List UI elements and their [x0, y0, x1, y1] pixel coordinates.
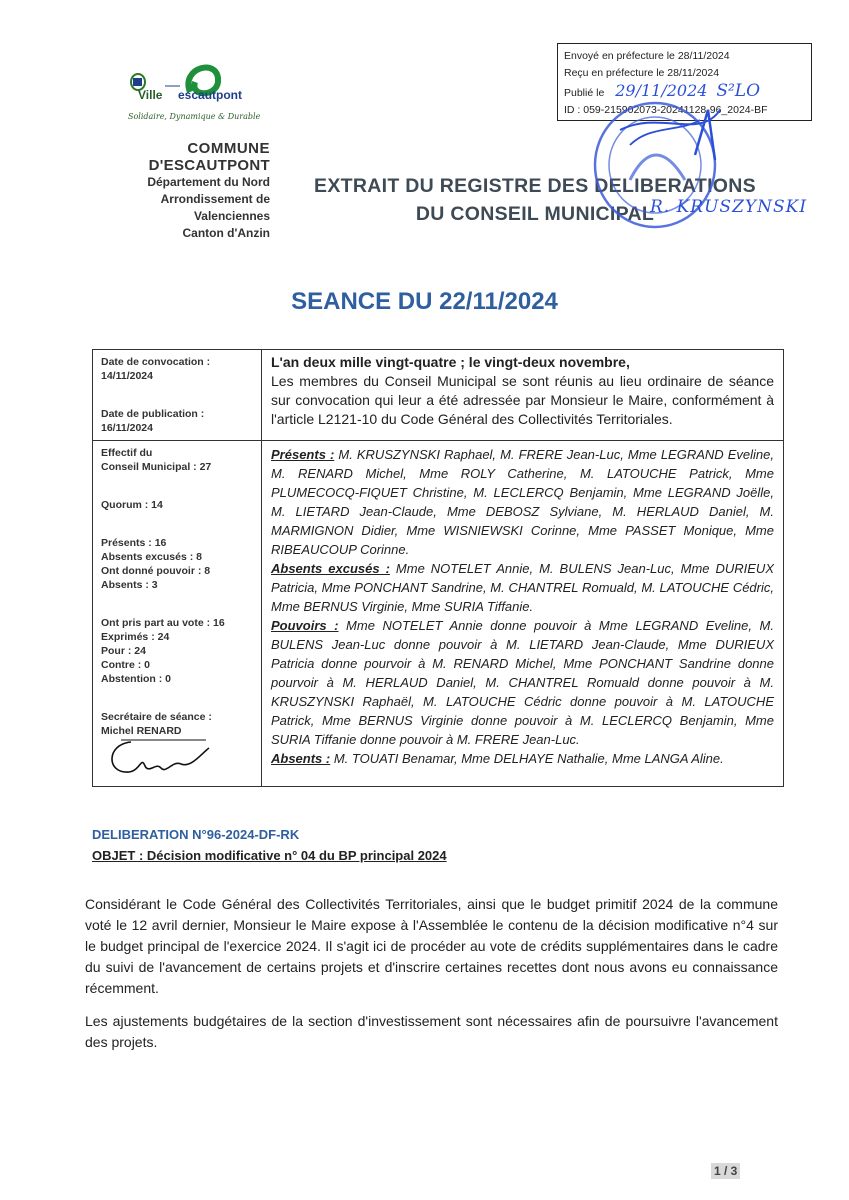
contre-count: Contre : 0 [101, 659, 151, 671]
intro-cell [262, 350, 783, 440]
body-paragraph-1: Considérant le Code Général des Collectivités Territoriales, ainsi que le budget primitif 2024 de la commune voté le 12 avril dernier, Monsieur le Maire expose à l'Assemblée le contenu de la décision modificative n°4 sur le budget principal de l'exercice 2024. Il s'agit ici de procéder au vote de crédits supplémentaires dans le cadre du suivi de l'avancement de certains projets et d'inscrire certaines recettes dont nous avons eu connaissance récemment. [85, 896, 778, 996]
commune-line2: D'ESCAUTPONT [148, 157, 270, 174]
pouvoir-count: Ont donné pouvoir : 8 [101, 565, 211, 577]
absents-paragraph [271, 749, 774, 768]
publication-value: 16/11/2024 [101, 422, 153, 434]
excuses-heading: Absents excusés : [271, 561, 390, 576]
logo-escautpont-text: escautpont [178, 88, 243, 102]
handwritten-code: S²LO [716, 81, 761, 101]
exprimes-count: Exprimés : 24 [101, 631, 170, 643]
counts-cell [93, 441, 262, 786]
pouvoirs-heading: Pouvoirs : [271, 618, 339, 633]
commune-line1: COMMUNE [187, 140, 270, 157]
commune-canton: Canton d'Anzin [182, 226, 270, 240]
seance-title: SEANCE DU 22/11/2024 [291, 288, 558, 315]
presents-heading: Présents : [271, 447, 335, 462]
prefecture-envoye: Envoyé en préfecture le 28/11/2024 [564, 50, 730, 62]
convocation-value: 14/11/2024 [101, 370, 153, 382]
deliberation-number: DELIBERATION N°96-2024-DF-RK [92, 827, 300, 842]
commune-header [110, 140, 270, 242]
absents-excuses-count: Absents excusés : 8 [101, 551, 202, 563]
absents-heading: Absents : [271, 751, 331, 766]
votants-count: Ont pris part au vote : 16 [101, 617, 225, 629]
presents-count: Présents : 16 [101, 537, 167, 549]
secretaire-signature-icon [101, 734, 211, 778]
title-line1: EXTRAIT DU REGISTRE DES DELIBERATIONS [314, 175, 756, 197]
absents-list: M. TOUATI Benamar, Mme DELHAYE Nathalie, Mme LANGA Aline. [330, 751, 724, 766]
excuses-paragraph [271, 559, 774, 616]
effectif-value: Conseil Municipal : 27 [101, 461, 212, 473]
deliberation-objet: OBJET : Décision modificative n° 04 du BP principal 2024 [92, 848, 447, 863]
prefecture-id: ID : 059-215902073-20241128-96_2024-BF [564, 104, 768, 116]
intro-line: L'an deux mille vingt-quatre ; le vingt-deux novembre, [271, 354, 630, 370]
abstention-count: Abstention : 0 [101, 673, 171, 685]
mairie-seal-icon [590, 70, 830, 245]
logo-ville-text: Ville [138, 88, 163, 102]
convocation-label: Date de convocation : [101, 356, 211, 368]
pouvoirs-list: Mme NOTELET Annie donne pouvoir à Mme LEGRAND Eveline, M. BULENS Jean-Luc donne pouvoir à M. LIETARD Jean-Claude, Mme DURIEUX Patricia donne pourvoir à M. RENARD Michel, Mme PONCHANT Sandrine donne pourvoir à M. HERLAUD Daniel, M. CHANTREL Romuald donne pouvoir à M. KRUSZYNSKI Raphaël, M. LATOUCHE Cédric donne pouvoir à M. LATOUCHE Patrick, Mme BERNUS Virginie donne pouvoir à M. LECLERCQ Benjamin, Mme SURIA Tiffanie donne pouvoir à M. FRERE Jean-Luc. [271, 618, 774, 747]
presents-list: M. KRUSZYNSKI Raphael, M. FRERE Jean-Luc, Mme LEGRAND Eveline, M. RENARD Michel, Mme ROLY Catherine, M. LATOUCHE Patrick, Mme PLUMECOCQ-FIQUET Christine, M. LECLERCQ Benjamin, Mme LEGRAND Joëlle, M. LIETARD Jean-Claude, Mme DEBOSZ Sylviane, M. HERLAUD Daniel, M. MARMIGNON Didier, Mme WISNIEWSKI Corinne, Mme PASSET Monique, Mme RIBEAUCOUP Corinne. [271, 447, 774, 557]
commune-valenciennes: Valenciennes [193, 209, 270, 223]
absents-count: Absents : 3 [101, 579, 158, 591]
pouvoirs-paragraph [271, 616, 774, 749]
page-number: 1 / 3 [711, 1163, 740, 1179]
body-paragraph-2: Les ajustements budgétaires de la section d'investissement sont nécessaires afin de poursuivre l'avancement des projets. [85, 1013, 778, 1050]
handwritten-signature-name: R. KRUSZYNSKI [650, 197, 808, 217]
title-line2: DU CONSEIL MUNICIPAL [415, 203, 655, 225]
effectif-label: Effectif du [101, 447, 153, 459]
handwritten-publication-date: 29/11/2024 [615, 81, 708, 100]
pour-count: Pour : 24 [101, 645, 146, 657]
publication-label: Date de publication : [101, 408, 205, 420]
quorum: Quorum : 14 [101, 499, 163, 511]
secretaire-name: Michel RENARD [101, 725, 182, 737]
prefecture-publie: Publié le 29/11/2024 S²LO [564, 81, 761, 101]
intro-text: Les membres du Conseil Municipal se sont réunis au lieu ordinaire de séance sur convocation qui leur a été adressée par Monsieur le Maire, conformément à l'article L2121-10 du Code Général des Collectivités Territoriales. [271, 373, 774, 427]
presents-paragraph [271, 445, 774, 559]
prefecture-recu: Reçu en préfecture le 28/11/2024 [564, 67, 720, 79]
dates-cell [93, 350, 262, 440]
table-row [93, 440, 783, 786]
excuses-list: Mme NOTELET Annie, M. BULENS Jean-Luc, Mme DURIEUX Patricia, Mme PONCHANT Sandrine, M. CHANTREL Romuald, M. LATOUCHE Cédric, Mme BERNUS Virginie, Mme SURIA Tiffanie. [271, 561, 774, 614]
members-cell [262, 441, 783, 786]
logo-tagline: Solidaire, Dynamique & Durable [128, 112, 261, 121]
commune-arrondissement: Arrondissement de [160, 192, 270, 206]
secretaire-label: Secrétaire de séance : [101, 711, 212, 723]
table-row [93, 350, 783, 440]
commune-departement: Département du Nord [147, 175, 270, 189]
attendance-table [92, 349, 784, 787]
